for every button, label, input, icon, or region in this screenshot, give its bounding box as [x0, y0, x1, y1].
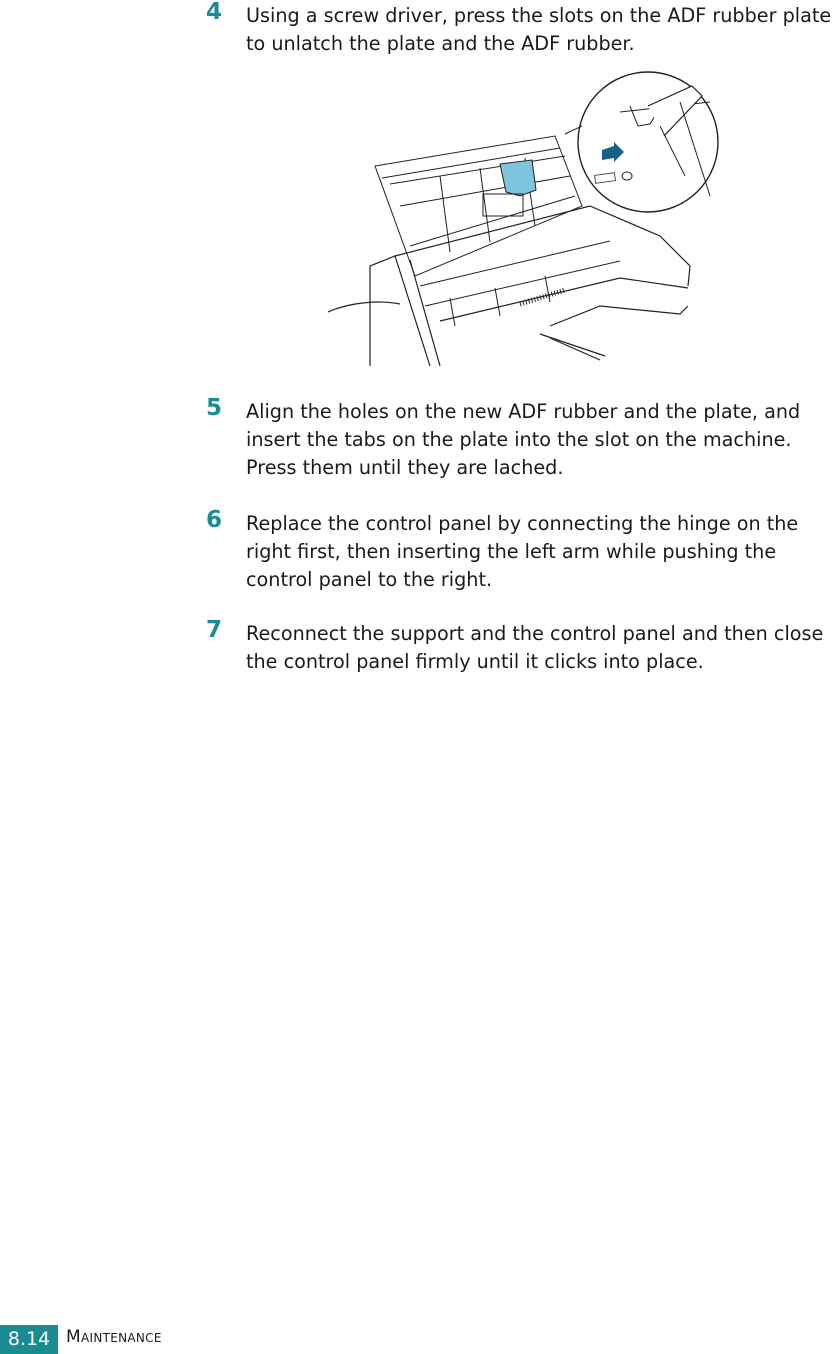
- adf-rubber-plate: [483, 160, 536, 216]
- step-text: Reconnect the support and the control panel and then close the control panel firmly until it clicks into place.: [246, 622, 824, 673]
- step-text: Replace the control panel by connecting the hinge on the right first, then inserting the left arm while pushing the control panel to the right.: [246, 512, 799, 591]
- step-number: 4: [206, 0, 223, 25]
- step-number: 7: [206, 617, 223, 643]
- page-number: 8.14: [0, 1325, 58, 1354]
- step-number: 6: [206, 507, 223, 533]
- printer-body: [328, 206, 690, 366]
- step-text: Align the holes on the new ADF rubber and the plate, and insert the tabs on the plate into the slot on the machine. Press them until they are lached.: [246, 400, 801, 479]
- step-text: Using a screw driver, press the slots on the ADF rubber plate to unlatch the plate and the ADF rubber.: [246, 4, 832, 55]
- step-number: 5: [206, 395, 223, 421]
- adf-rubber-illustration: [320, 66, 720, 366]
- section-title: Maintenance: [66, 1327, 162, 1347]
- zoom-detail-circle: [565, 72, 718, 212]
